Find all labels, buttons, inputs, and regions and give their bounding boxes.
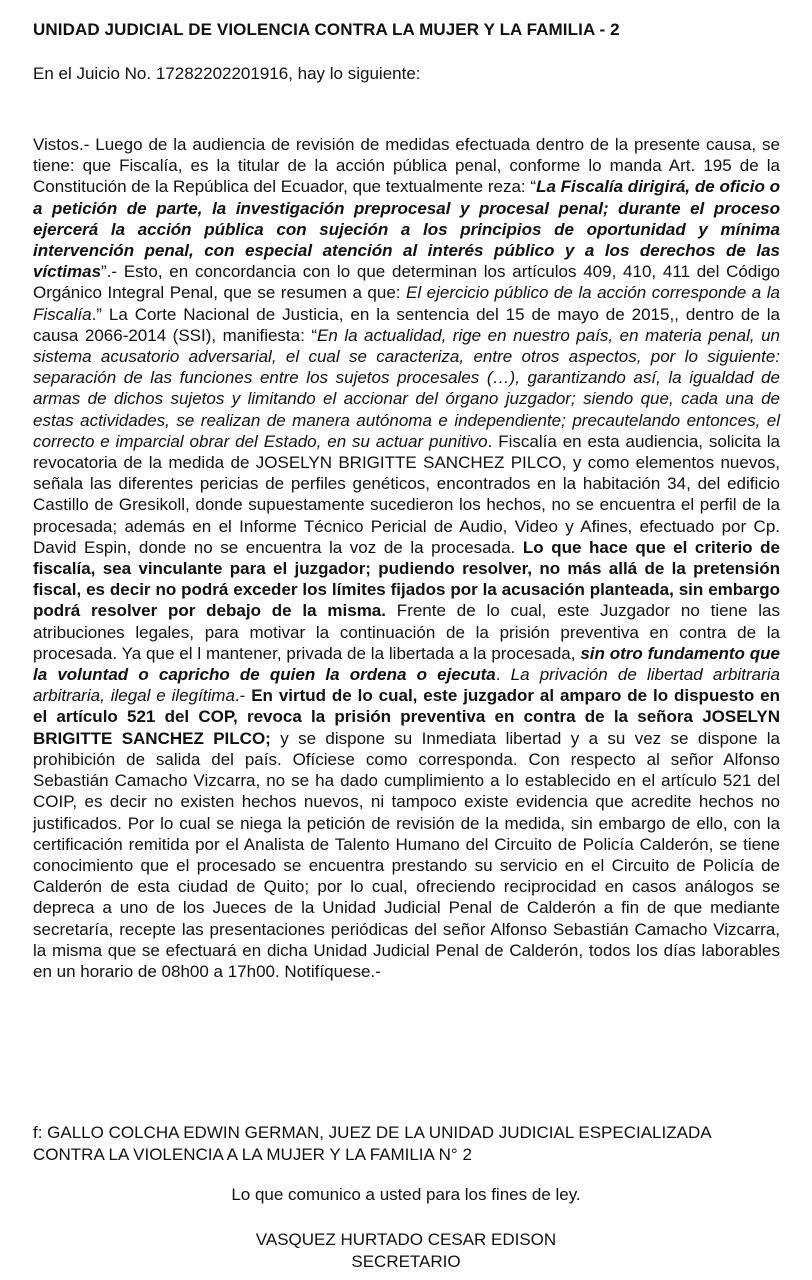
body-segment: Vistos.- Luego de la audiencia de revisión de medidas efectuada dentro de la presente causa, se tiene: que Fiscalía, es la titular de la acción pública penal, conforme lo manda Art. 195 de la Constitución de la República del Ecuador, que textualmente reza: “ [33,135,780,197]
body-segment: . [495,665,511,685]
communication-note: Lo que comunico a usted para los fines de ley. [231,1185,581,1204]
body-segment: .” La Corte Nacional de Justicia, en la sentencia del 15 de mayo de 2015,, dentro de la causa 2066-2014 (SSI), manifiesta: “ [33,304,780,345]
body-segment: El ejercicio público de la acción corresponde a la Fiscalía [33,283,780,324]
body-segment: La Fiscalía dirigirá, de oficio o a petición de parte, la investigación preprocesal y procesal penal; durante el proceso ejercerá la acción pública con sujeción a los principios de oportunidad y mínima intervención penal, con especial atención al interés público y a los derechos de las víctimas [33,177,780,282]
body-segment: .- [234,686,252,706]
body-segment: . Fiscalía en esta audiencia, solicita la revocatoria de la medida de JOSELYN BRIGITTE SANCHEZ PILCO, y como elementos nuevos, señala las diferentes pericias de perfiles genéticos, encontrados en la habitación 34, del edificio Castillo de Gresikoll, donde supuestamente sucedieron los hechos, no se encuentra el perfil de la procesada; además en el Informe Técnico Pericial de Audio, Video y Afines, efectuado por Cp. David Espin, donde no se encuentra la voz de la procesada. [33,431,780,557]
body-segment: Lo que hace que el criterio de fiscalía, sea vinculante para el juzgador; pudiendo resolver, no más allá de la pretensión fiscal, es decir no podrá exceder los límites fijados por la acusación planteada, sin embargo podrá resolver por debajo de la misma. [33,537,780,621]
body-segment: En la actualidad, rige en nuestro país, en materia penal, un sistema acusatorio adversarial, el cual se caracteriza, entre otros aspectos, por lo siguiente: separación de las funciones entre los sujetos procesales (…), garantizando así, la igualdad de armas de dichos sujetos y limitando el accionar del órgano juzgador; siendo que, cada una de estas actividades, se realizan de manera autónoma e independiente; precautelando entonces, el correcto e imparcial obrar del Estado, en su actuar punitivo [33,325,780,451]
judge-signature [33,1122,780,1166]
body-segment: Frente de lo cual, este Juzgador no tiene las atribuciones legales, para motivar la continuación de la prisión preventiva en contra de la procesada. Ya que el l mantener, privada de la libertada a la procesada, [33,601,781,663]
secretary-name: VASQUEZ HURTADO CESAR EDISON [255,1230,557,1249]
secretary-title: SECRETARIO [351,1252,461,1271]
body-segment: La privación de libertad arbitraria arbitraria, ilegal e ilegítima [33,665,780,706]
resolution-body [33,134,780,982]
body-segment: ”.- Esto, en concordancia con lo que determinan los artículos 409, 410, 411 del Código Orgánico Integral Penal, que se resumen a que: [33,262,780,303]
case-intro: En el Juicio No. 17282202201916, hay lo siguiente: [33,64,421,83]
body-segment: En virtud de lo cual, este juzgador al amparo de lo dispuesto en el artículo 521 del COP, revoca la prisión preventiva en contra de la señora JOSELYN BRIGITTE SANCHEZ PILCO; [33,686,781,748]
secretary-block [0,1229,812,1273]
document-header: UNIDAD JUDICIAL DE VIOLENCIA CONTRA LA MUJER Y LA FAMILIA - 2 [33,20,620,39]
signature-line-2: CONTRA LA VIOLENCIA A LA MUJER Y LA FAMILIA N° 2 [33,1145,472,1164]
body-segment: y se dispone su Inmediata libertad y a su vez se dispone la prohibición de salida del país. Ofíciese como corresponda. Con respecto al señor Alfonso Sebastián Camacho Vizcarra, no se ha dado cumplimiento a lo establecido en el artículo 521 del COIP, es decir no existen hechos nuevos, ni tampoco existe evidencia que acredite hechos no justificados. Por lo cual se niega la petición de revisión de la medida, sin embargo de ello, con la certificación remitida por el Analista de Talento Humano del Circuito de Policía Calderón, se tiene conocimiento que el procesado se encuentra prestando su servicio en el Circuito de Policía de Calderón de esta ciudad de Quito; por lo cual, ofreciendo reciprocidad en casos análogos se depreca a uno de los Jueces de la Unidad Judicial Penal de Calderón a fin de que mediante secretaría, recepte las presentaciones periódicas del señor Alfonso Sebastián Camacho Vizcarra, la misma que se efectuará en dicha Unidad Judicial Penal de Calderón, todos los días laborables en un horario de 08h00 a 17h00. Notifíquese.- [33,728,781,981]
body-segment: sin otro fundamento que la voluntad o capricho de quien la ordena o ejecuta [33,643,780,685]
signature-line-1: f: GALLO COLCHA EDWIN GERMAN, JUEZ DE LA UNIDAD JUDICIAL ESPECIALIZADA [33,1123,712,1142]
